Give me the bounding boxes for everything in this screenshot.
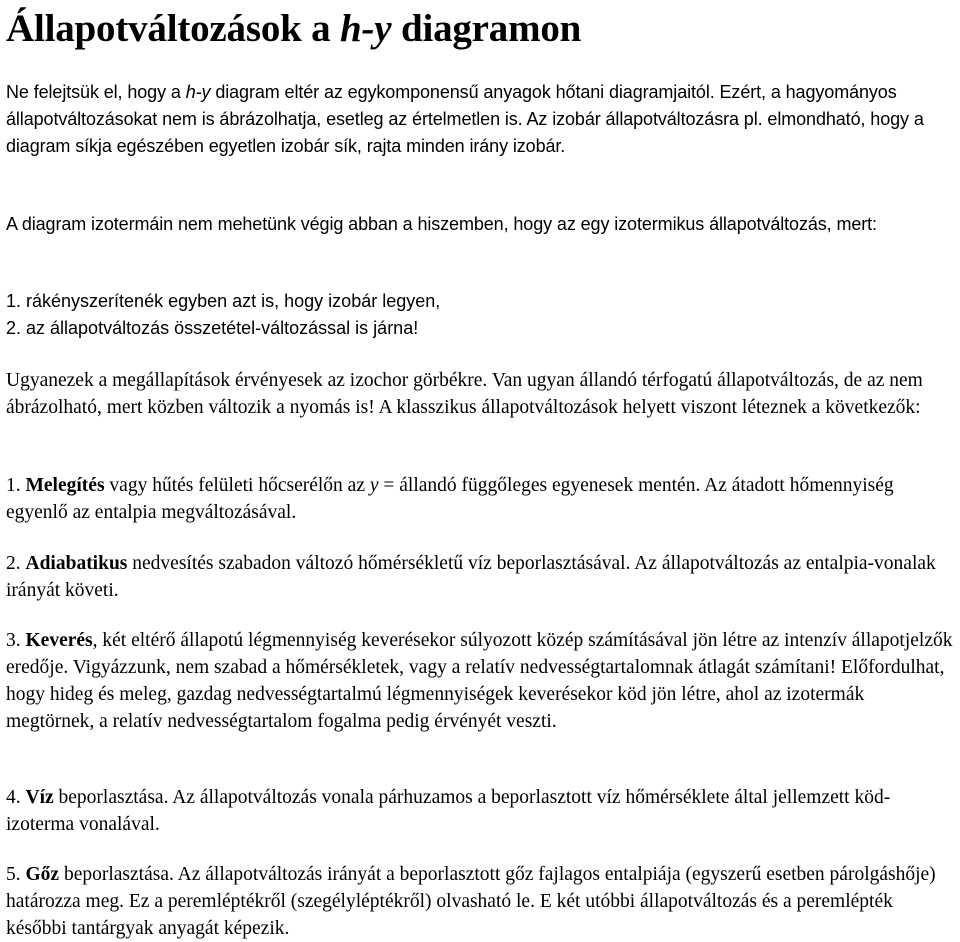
isochor-paragraph: Ugyanezek a megállapítások érvényesek az izochor görbékre. Van ugyan állandó térfogatú állapotváltozás, de az nem ábrázolható, mert közben változik a nyomás is! A klasszikus állapotváltozások helyett viszont léteznek a következők: bbox=[6, 370, 923, 418]
page-title: Állapotváltozások a h-y diagramon bbox=[6, 7, 582, 50]
item-paragraph-1: 1. Melegítés vagy hűtés felületi hőcserélőn az y = állandó függőleges egyenesek mentén. Az átadott hőmennyiség egyenlő az entalpia megváltozásával. bbox=[6, 475, 894, 523]
reason-list bbox=[6, 288, 440, 342]
item-term: Melegítés bbox=[25, 475, 105, 496]
item-term: Víz bbox=[25, 787, 54, 808]
item-paragraph-2: 2. Adiabatikus nedvesítés szabadon változó hőmérsékletű víz beporlasztásával. Az állapotváltozás az entalpia-vonalak irányát követi. bbox=[6, 553, 936, 601]
item-term: Adiabatikus bbox=[25, 553, 128, 574]
intro-paragraph: Ne felejtsük el, hogy a h-y diagram eltér az egykomponensű anyagok hőtani diagramjaitól. Ezért, a hagyományos állapotváltozásokat nem is ábrázolhatja, esetleg az értelmetlen is. Az izobár állapotváltozásra pl. elmondható, hogy a diagram síkja egészében egyetlen izobár sík, rajta minden irány izobár. bbox=[6, 82, 924, 156]
item-term: Keverés bbox=[25, 630, 93, 651]
item-paragraph-4: 4. Víz beporlasztása. Az állapotváltozás vonala párhuzamos a beporlasztott víz hőmérséklete által jellemzett köd-izoterma vonalával. bbox=[6, 787, 891, 835]
list-item: 1. rákényszerítenék egyben azt is, hogy izobár legyen, bbox=[6, 291, 441, 311]
item-term: Gőz bbox=[25, 864, 60, 885]
list-item: 2. az állapotváltozás összetétel-változással is járna! bbox=[6, 318, 419, 338]
item-paragraph-3: 3. Keverés, két eltérő állapotú légmennyiség keverésekor súlyozott közép számításával jön létre az intenzív állapotjelzők eredője. Vigyázzunk, nem szabad a hőmérsékletek, vagy a relatív nedvességtartalomnak átlagát számítani! Előfordulhat, hogy hideg és meleg, gazdag nedvességtartalmú légmennyiségek keverésekor köd jön létre, ahol az izotermák megtörnek, a relatív nedvességtartalom fogalma pedig érvényét veszti. bbox=[6, 630, 953, 732]
item-paragraph-5: 5. Gőz beporlasztása. Az állapotváltozás irányát a beporlasztott gőz fajlagos entalpiája (egyszerű esetben párolgáshője) határozza meg. Ez a peremléptékről (szegélyléptékről) olvasható le. E két utóbbi állapotváltozás és a peremlépték későbbi tantárgyak anyagát képezik. bbox=[6, 864, 936, 939]
title-italic-hy: h-y bbox=[340, 7, 392, 50]
isotherm-paragraph: A diagram izotermáin nem mehetünk végig abban a hiszemben, hogy az egy izotermikus állapotváltozás, mert: bbox=[6, 214, 877, 234]
